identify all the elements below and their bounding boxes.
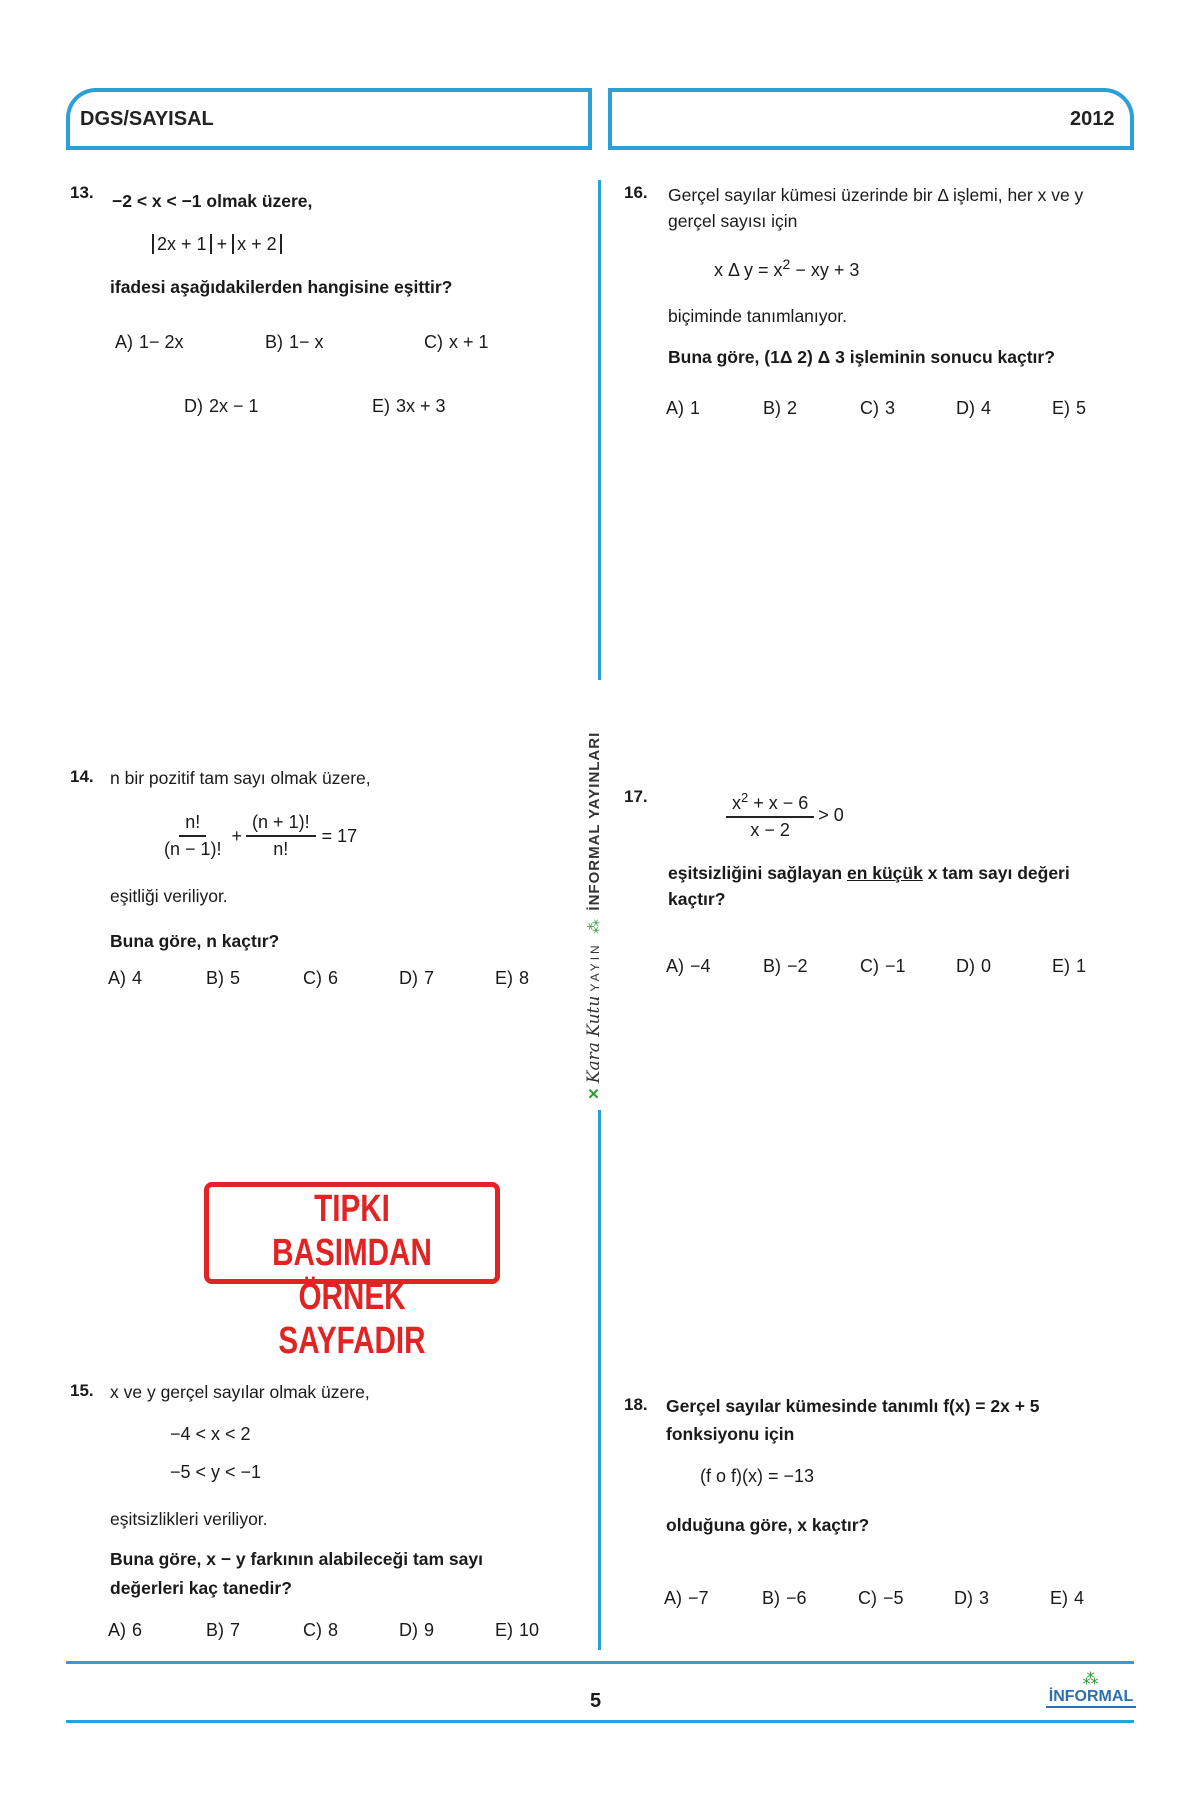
footer-top-rule — [66, 1661, 1134, 1664]
q17-question-line2: kaçtır? — [668, 889, 726, 909]
header-right-frame — [608, 88, 1134, 146]
q17-option-d[interactable]: D) 0 — [956, 956, 992, 976]
logo-word: İNFORMAL — [1046, 1688, 1136, 1708]
q14-question: Buna göre, n kaçtır? — [110, 931, 280, 951]
q16-definition: x Δ $y = x^2$ − xy + 3 — [714, 256, 860, 280]
q14-option-d[interactable]: D) 7 — [399, 968, 435, 988]
q13-expression — [152, 234, 282, 255]
header-year: 2012 — [1070, 108, 1115, 130]
q14-fraction-2: $\frac{(n + 1)!}{n!}$ — [246, 812, 316, 860]
q14-intro: n bir pozitif tam sayı olmak üzere, — [110, 768, 371, 788]
q13-option-b[interactable]: B) 1− x — [265, 332, 324, 352]
q14-fraction-1: $\frac{n!}{(n - 1)!}$ — [164, 812, 222, 859]
q13-number: 13. — [70, 183, 94, 202]
q16-option-b[interactable]: B) 2 — [763, 398, 798, 418]
q16-defined: biçiminde tanımlanıyor. — [668, 306, 847, 326]
q17-fraction: $\frac{x^2 + x - 6}{x - 2}$ — [726, 790, 814, 841]
q18-question: olduğuna göre, x kaçtır? — [666, 1515, 870, 1535]
q14-option-e[interactable]: E) 8 — [495, 968, 530, 988]
q15-ineq-x: −4 < x < 2 — [170, 1424, 251, 1444]
q15-question-line2: değerleri kaç tanedir? — [110, 1578, 292, 1598]
q15-option-e[interactable]: E) 10 — [495, 1620, 540, 1640]
stamp-line-1: TIPKI BASIMDAN — [272, 1188, 432, 1274]
page-number: 5 — [590, 1690, 602, 1712]
q15-intro: x ve y gerçel sayılar olmak üzere, — [110, 1382, 370, 1402]
q14-rhs: = 17 — [321, 825, 358, 846]
publisher-label: İNFORMAL YAYINLARI — [586, 731, 603, 911]
q13-abs-a: 2x + 1 — [152, 234, 212, 254]
header-title: DGS/SAYISAL — [80, 108, 214, 130]
q13-condition: −2 < x < −1 olmak üzere, — [112, 191, 313, 211]
q16-number: 16. — [624, 183, 648, 202]
q13-question: ifadesi aşağıdakilerden hangisine eşittir? — [110, 277, 453, 297]
q15-ineq-y: −5 < y < −1 — [170, 1462, 262, 1482]
karakutu-logo-icon: ✕ — [586, 1087, 603, 1100]
q13-option-c[interactable]: C) x + 1 — [424, 332, 489, 352]
q16-line2: gerçel sayısı için — [668, 211, 798, 231]
stamp-line-2: ÖRNEK SAYFADIR — [278, 1276, 426, 1362]
q14-option-c[interactable]: C) 6 — [303, 968, 339, 988]
q16-option-c[interactable]: C) 3 — [860, 398, 896, 418]
q17-question: eşitsizliğini sağlayan en küçük x tam sayı değeri — [668, 863, 1070, 883]
q14-given: eşitliği veriliyor. — [110, 886, 228, 906]
q16-line1: Gerçel sayılar kümesi üzerinde bir Δ işlemi, her x ve y — [668, 185, 1084, 205]
q17-option-e[interactable]: E) 1 — [1052, 956, 1087, 976]
q18-number: 18. — [624, 1395, 648, 1414]
column-divider-top — [598, 180, 601, 680]
q14-option-a[interactable]: A) 4 — [108, 968, 143, 988]
q17-number: 17. — [624, 787, 648, 806]
q17-option-b[interactable]: B) −2 — [763, 956, 808, 976]
q15-option-a[interactable]: A) 6 — [108, 1620, 143, 1640]
q17-inequality — [726, 790, 844, 841]
yayin-label: YAYIN — [588, 942, 602, 992]
q15-number: 15. — [70, 1381, 94, 1400]
q16-option-a[interactable]: A) 1 — [666, 398, 701, 418]
q13-plus: + — [216, 234, 228, 254]
karakutu-label: Kara Kutu — [584, 995, 604, 1084]
q17-option-c[interactable]: C) −1 — [860, 956, 906, 976]
q17-option-a[interactable]: A) −4 — [666, 956, 711, 976]
q15-question-line1: Buna göre, x − y farkının alabileceği tam sayı — [110, 1549, 483, 1569]
q14-number: 14. — [70, 767, 94, 786]
q13-abs-b: x + 2 — [232, 234, 282, 254]
footer-bottom-rule — [66, 1720, 1134, 1723]
informal-figures-icon: ⁂ — [586, 918, 603, 934]
q18-option-c[interactable]: C) −5 — [858, 1588, 904, 1608]
q16-question: Buna göre, (1Δ 2) Δ 3 işleminin sonucu kaçtır? — [668, 347, 1055, 367]
q16-option-d[interactable]: D) 4 — [956, 398, 992, 418]
q15-option-b[interactable]: B) 7 — [206, 1620, 241, 1640]
q18-line1: Gerçel sayılar kümesinde tanımlı f(x) = 2x + 5 — [666, 1396, 1040, 1416]
q18-option-b[interactable]: B) −6 — [762, 1588, 807, 1608]
q13-option-e[interactable]: E) 3x + 3 — [372, 396, 446, 416]
q17-rhs: > 0 — [818, 805, 844, 825]
header-right-underline — [608, 146, 1134, 150]
q15-given: eşitsizlikleri veriliyor. — [110, 1509, 268, 1529]
q15-option-c[interactable]: C) 8 — [303, 1620, 339, 1640]
logo-figures-icon: ⁂ — [1082, 1671, 1100, 1688]
q18-line2: fonksiyonu için — [666, 1424, 795, 1444]
q14-option-b[interactable]: B) 5 — [206, 968, 241, 988]
q18-option-a[interactable]: A) −7 — [664, 1588, 709, 1608]
column-divider-bottom — [598, 1110, 601, 1650]
q16-option-e[interactable]: E) 5 — [1052, 398, 1087, 418]
q18-equation: (f o f)(x) = −13 — [700, 1466, 815, 1486]
sample-page-stamp — [204, 1182, 500, 1362]
q18-option-d[interactable]: D) 3 — [954, 1588, 990, 1608]
informal-logo — [1046, 1672, 1136, 1708]
q15-option-d[interactable]: D) 9 — [399, 1620, 435, 1640]
q18-option-e[interactable]: E) 4 — [1050, 1588, 1085, 1608]
q13-option-a[interactable]: A) 1− 2x — [115, 332, 184, 352]
header-left-underline — [66, 146, 592, 150]
q13-option-d[interactable]: D) 2x − 1 — [184, 396, 259, 416]
q14-equation: $\frac{n!}{(n - 1)!}$ + $\frac{(n + 1)!}{n!}$ = 17 — [158, 812, 357, 860]
side-brand — [584, 732, 604, 1100]
